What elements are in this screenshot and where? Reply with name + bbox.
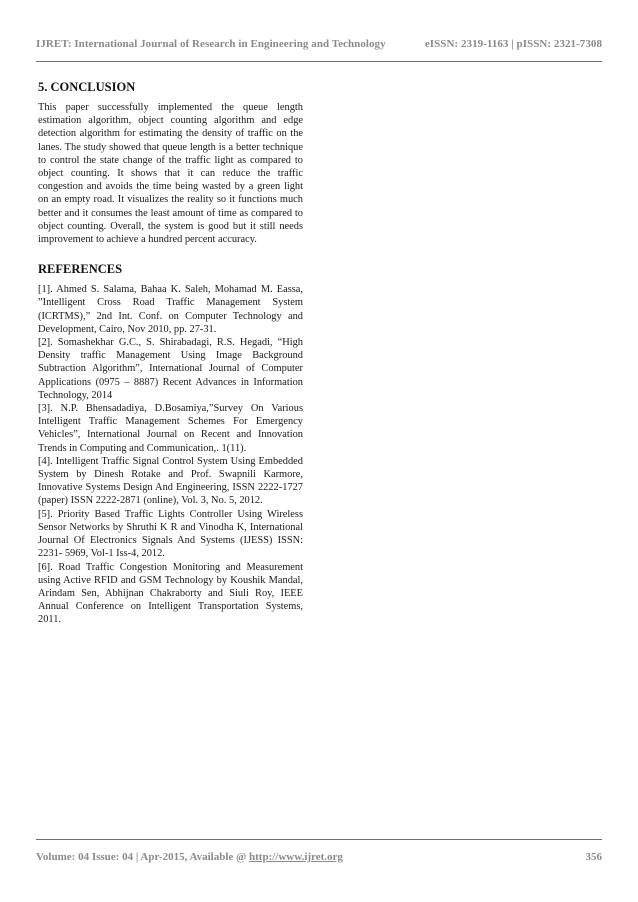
- footer-volume-text: Volume: 04 Issue: 04 | Apr-2015, Available @: [36, 851, 250, 863]
- reference-item-1: [1]. Ahmed S. Salama, Bahaa K. Saleh, Mohamad M. Eassa, ”Intelligent Cross Road Traffic Management System (ICRTMS),” 2nd Int. Conf. on Computer Technology and Development, Cairo, Nov 2010, pp. 27-31.: [38, 284, 303, 335]
- conclusion-paragraph: This paper successfully implemented the queue length estimation algorithm, object counting algorithm and edge detection algorithm for estimating the density of traffic on the lanes. The study showed that queue length is a better technique to control the state change of the traffic light as compared to object counting. It shows that it can reduce the traffic congestion and avoids the time being wasted by a green light on an empty road. It visualizes the reality so it functions much better and it consumes the least amount of time as compared to object counting. Overall, the system is good but it still needs improvement to achieve a hundred percent accuracy.: [38, 102, 303, 246]
- reference-item-2: [2]. Somashekhar G.C., S. Shirabadagi, R.S. Hegadi, “High Density traffic Management Using Image Background Subtraction Algorithm”, International Journal of Computer Applications (0975 – 8887) Recent Advances in Information Technology, 2014: [38, 337, 303, 401]
- page-number: 356: [585, 851, 602, 863]
- reference-item-3: [3]. N.P. Bhensadadiya, D.Bosamiya,”Survey On Various Intelligent Traffic Management Schemes For Emergency Vehicles”, International Journal on Recent and Innovation Trends in Computing and Communication,. 1(11).: [38, 403, 303, 454]
- footer-volume-info: [36, 851, 343, 863]
- journal-title: IJRET: International Journal of Research in Engineering and Technology: [36, 38, 386, 50]
- left-column: [38, 80, 303, 627]
- running-header: [36, 38, 602, 50]
- running-footer: [36, 851, 602, 863]
- journal-website-link[interactable]: http://www.ijret.org: [249, 851, 343, 863]
- conclusion-heading: 5. CONCLUSION: [38, 80, 136, 94]
- footer-divider: [36, 839, 602, 840]
- conclusion-section: [38, 80, 303, 246]
- references-heading: REFERENCES: [38, 262, 123, 277]
- header-divider: [36, 61, 602, 62]
- references-section: [38, 262, 303, 626]
- reference-item-5: [5]. Priority Based Traffic Lights Controller Using Wireless Sensor Networks by Shruthi K R and Vinodha K, International Journal Of Electronics Signals And Systems (IJESS) ISSN: 2231- 5969, Vol-1 Iss-4, 2012.: [38, 508, 303, 560]
- reference-item-6: [6]. Road Traffic Congestion Monitoring and Measurement using Active RFID and GSM Technology by Koushik Mandal, Arindam Sen, Abhijnan Chakraborty and Siuli Roy, IEEE Annual Conference on Intelligent Transportation Systems, 2011.: [38, 561, 303, 626]
- reference-item-4: [4]. Intelligent Traffic Signal Control System Using Embedded System by Dinesh Rotake and Prof. Swapnili Karmore, Innovative Systems Design And Engineering, ISSN 2222-1727 (paper) ISSN 2222-2871 (online), Vol. 3, No. 5, 2012.: [38, 455, 303, 507]
- issn-info: eISSN: 2319-1163 | pISSN: 2321-7308: [424, 38, 602, 50]
- reference-list: [38, 283, 303, 626]
